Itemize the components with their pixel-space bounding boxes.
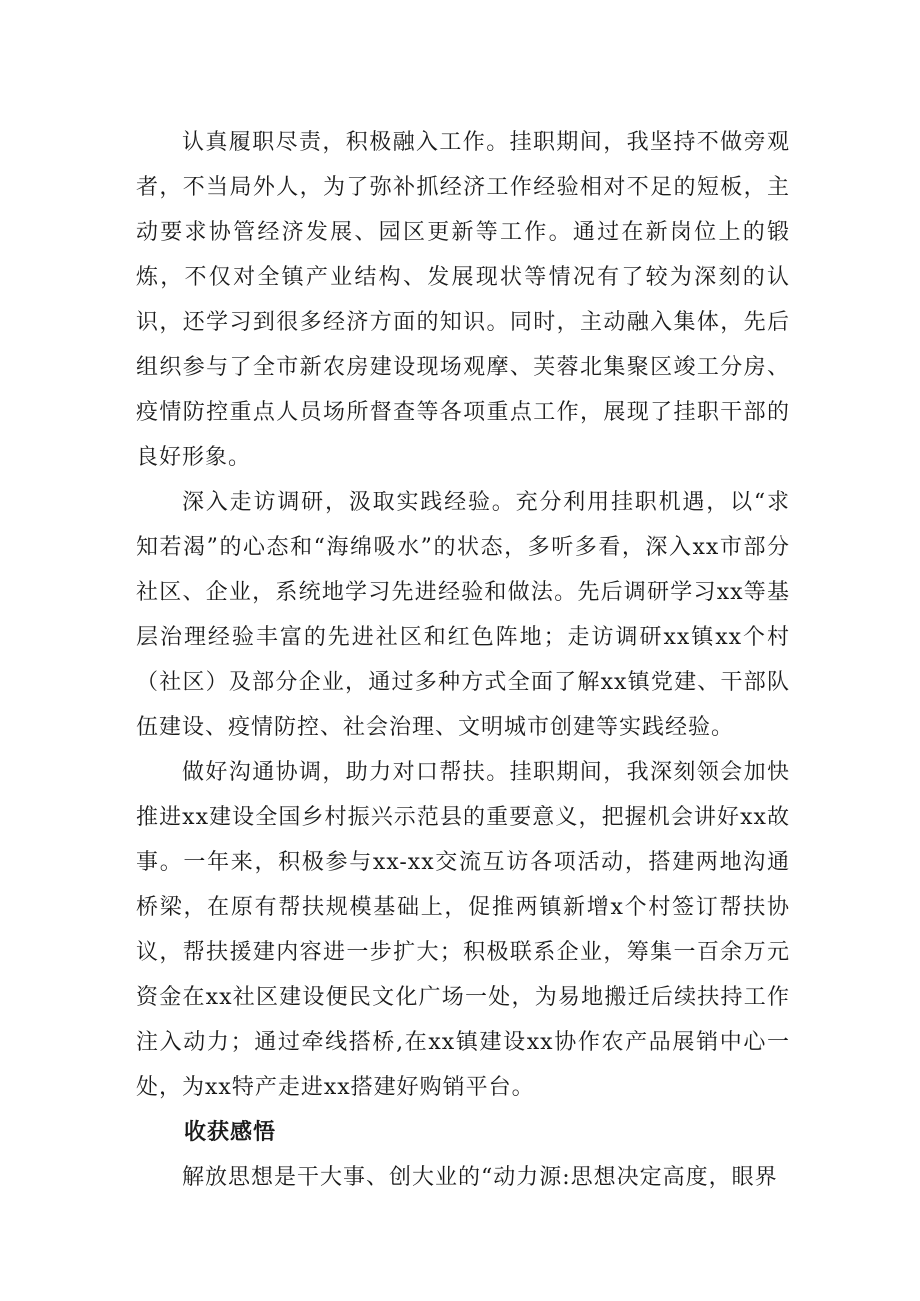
paragraph-field-research: 深入走访调研，汲取实践经验。充分利用挂职机遇，以“求知若渴”的心态和“海绵吸水”的状态，多听多看，深入xx市部分社区、企业，系统地学习先进经验和做法。先后调研学习xx等基层治理经验丰富的先进社区和红色阵地；走访调研xx镇xx个村（社区）及部分企业，通过多种方式全面了解xx镇党建、干部队伍建设、疫情防控、社会治理、文明城市创建等实践经验。 [136, 490, 790, 740]
paragraph-communication-support: 做好沟通协调，助力对口帮扶。挂职期间，我深刻领会加快推进xx建设全国乡村振兴示范县的重要意义，把握机会讲好xx故事。一年来，积极参与xx-xx交流互访各项活动，搭建两地沟通桥梁，在原有帮扶规模基础上，促推两镇新增x个村签订帮扶协议，帮扶援建内容进一步扩大；积极联系企业，筹集一百余万元资金在xx社区建设便民文化广场一处，为易地搬迁后续扶持工作注入动力；通过牵线搭桥,在xx镇建设xx协作农产品展销中心一处，为xx特产走进xx搭建好购销平台。 [136, 760, 790, 1100]
section-heading: 收获感悟 [184, 1120, 277, 1145]
document-page [136, 120, 790, 1200]
paragraph-performing-duties: 认真履职尽责，积极融入工作。挂职期间，我坚持不做旁观者，不当局外人，为了弥补抓经济工作经验相对不足的短板，主动要求协管经济发展、园区更新等工作。通过在新岗位上的锻炼，不仅对全镇产业结构、发展现状等情况有了较为深刻的认识，还学习到很多经济方面的知识。同时，主动融入集体，先后组织参与了全市新农房建设现场观摩、芙蓉北集聚区竣工分房、疫情防控重点人员场所督查等各项重点工作，展现了挂职干部的良好形象。 [136, 130, 790, 470]
paragraph-closing: 解放思想是干大事、创大业的“动力源:思想决定高度，眼界 [182, 1165, 778, 1190]
